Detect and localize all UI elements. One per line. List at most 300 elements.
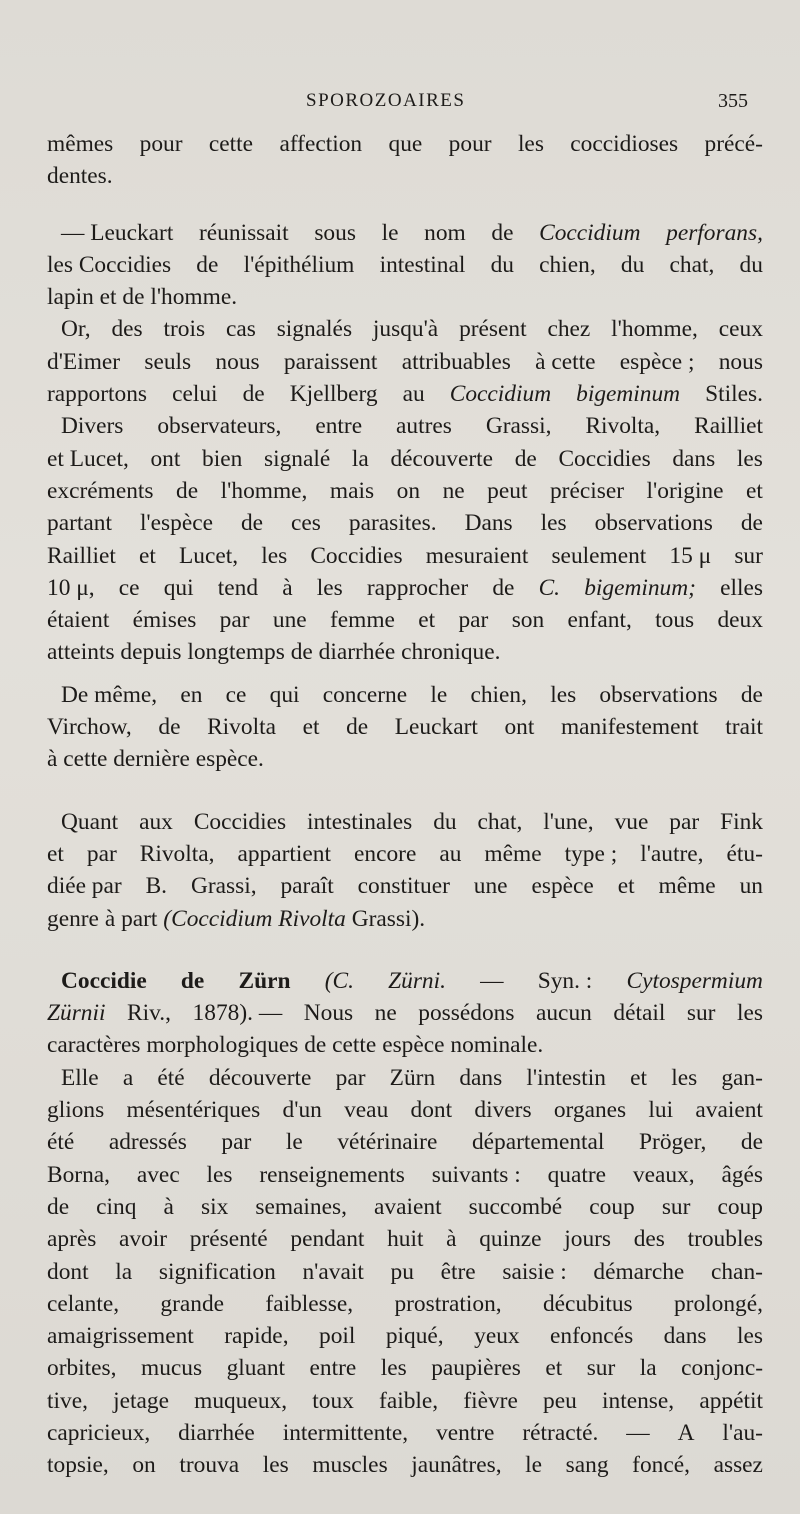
word: vue (614, 808, 649, 835)
word: gan- (721, 1064, 763, 1091)
text-line (47, 475, 763, 507)
text-line (47, 249, 763, 281)
word: suivants : (431, 1161, 521, 1188)
text-line (47, 1062, 763, 1094)
word: B. (145, 873, 168, 900)
word: signalés (276, 316, 353, 343)
text-line (47, 965, 763, 997)
word: prostration, (394, 1290, 502, 1317)
text-line (47, 1094, 763, 1126)
word: chat, (477, 808, 523, 835)
word: les (261, 542, 288, 569)
paragraph-gap (47, 776, 763, 806)
word: intestinales (307, 808, 413, 835)
word: le (381, 219, 399, 246)
word: Nous (303, 1000, 354, 1027)
word: chien, (539, 251, 596, 278)
word: manifestement (560, 714, 699, 741)
word: longtemps (187, 639, 285, 666)
word: Rivolta (278, 905, 346, 932)
word: lapin (47, 284, 94, 311)
word: à (282, 574, 293, 601)
text-line (47, 806, 763, 838)
paragraph (47, 965, 763, 1062)
word: de (346, 714, 369, 741)
word: nous (718, 348, 763, 375)
word: d'un (282, 1097, 322, 1124)
word: à cette (535, 348, 596, 375)
word: a (122, 1064, 134, 1091)
word: Grassi, (485, 413, 552, 440)
word: les (736, 1323, 763, 1350)
word: ceux (718, 316, 763, 343)
text-line (47, 1385, 763, 1417)
word: ne (374, 1000, 397, 1027)
word: décubitus (542, 1290, 633, 1317)
word: émises (132, 607, 197, 634)
word: Dans (464, 510, 513, 537)
word: gluant (226, 1355, 286, 1382)
word: du (433, 808, 457, 835)
word: amaigrissement (47, 1323, 194, 1350)
word: et (545, 1355, 563, 1382)
text-line (47, 711, 763, 743)
word: Coccidium (539, 219, 641, 246)
text-line (47, 540, 763, 572)
word: dans (672, 445, 716, 472)
word: Coccidies (310, 542, 403, 569)
word: Zürnii (47, 1000, 106, 1027)
word: signalé (263, 445, 331, 472)
word: — (626, 1419, 650, 1446)
word: aucun (535, 1000, 592, 1027)
paragraph-gap (47, 193, 763, 217)
word: dernière (113, 746, 190, 773)
word: perforans, (666, 219, 763, 246)
word: semaines, (255, 1193, 347, 1220)
word: le (285, 1129, 303, 1156)
word: après (47, 1226, 97, 1253)
text-line (47, 1288, 763, 1320)
word: Coccidium (449, 381, 552, 408)
word: préciser (549, 477, 625, 504)
word: Stiles. (705, 381, 763, 408)
word: que (388, 131, 423, 157)
word: n'avait (302, 1258, 364, 1285)
word: mais (329, 477, 375, 504)
word: prolongé, (673, 1290, 763, 1317)
word: par (458, 607, 489, 634)
word: constituer (357, 873, 450, 900)
word: diarrhée (178, 1419, 255, 1446)
word: départemental (471, 1129, 605, 1156)
word: autres (396, 413, 452, 440)
word: tend (217, 574, 259, 601)
text-line (47, 1126, 763, 1158)
word: le (525, 1452, 543, 1479)
word: et (99, 284, 117, 311)
word: Divers (61, 413, 124, 440)
word: Riv., (127, 1000, 172, 1027)
word: des (111, 316, 143, 343)
word: sur (686, 1000, 716, 1027)
word: d'Eimer (47, 348, 121, 375)
word: démarche (593, 1258, 685, 1285)
word: du (739, 251, 763, 278)
word: parasites. (348, 510, 437, 537)
word: chan- (710, 1258, 763, 1285)
word: le (430, 681, 448, 708)
word: appartient (237, 840, 332, 867)
text-line (47, 128, 763, 160)
word: pu (390, 1258, 414, 1285)
word: observateurs, (157, 413, 282, 440)
word: cette (332, 1032, 377, 1059)
word: C. (538, 574, 561, 601)
word: à (104, 905, 116, 932)
word: l'homme, (220, 477, 308, 504)
word: Lucet, (179, 542, 239, 569)
word: poil (319, 1323, 356, 1350)
text-line (47, 1449, 763, 1481)
word: Borna, (47, 1161, 111, 1188)
word: faiblesse, (265, 1290, 354, 1317)
word: 15 μ (669, 542, 712, 569)
word: atteints (47, 639, 115, 666)
word: ont (504, 714, 535, 741)
word: l'homme. (150, 284, 238, 311)
text-line (47, 1029, 763, 1061)
word: elles (720, 574, 763, 601)
word: rapportons (47, 381, 148, 408)
word: l'autre, (640, 840, 704, 867)
word: étaient (47, 607, 110, 634)
word: on (396, 477, 421, 504)
word: dans (663, 1323, 707, 1350)
word: jusqu'à (372, 316, 439, 343)
text-line (47, 313, 763, 345)
word: ce (118, 574, 140, 601)
word: la (351, 445, 369, 472)
paragraph (47, 410, 763, 668)
word: sur (586, 1355, 616, 1382)
word: celui (172, 381, 218, 408)
word: l'origine (646, 477, 724, 504)
word: de (491, 219, 514, 246)
text-line (47, 1191, 763, 1223)
text-line (47, 1256, 763, 1288)
word: attribuables (401, 348, 511, 375)
word: étu- (726, 840, 763, 867)
word: glions (47, 1097, 105, 1124)
word: de (304, 1032, 327, 1059)
word: espèce (531, 873, 594, 900)
word: précé- (704, 131, 763, 157)
word: huit (387, 1226, 424, 1253)
word: au (439, 840, 462, 867)
word: ne (442, 477, 465, 504)
word: été (157, 1064, 185, 1091)
word: adressés (108, 1129, 187, 1156)
word: veau (344, 1097, 389, 1124)
word: seuls (144, 348, 192, 375)
word: Railliet (694, 413, 763, 440)
word: deux (717, 607, 763, 634)
word: coup (717, 1193, 763, 1220)
text-line (47, 838, 763, 870)
word: avec (136, 1161, 180, 1188)
word: ce (225, 681, 247, 708)
word: paraissent (283, 348, 378, 375)
word: Coccidies (558, 445, 651, 472)
word: muqueux, (194, 1387, 288, 1414)
paragraph (47, 217, 763, 314)
word: Syn. : (537, 967, 593, 994)
word: l'épithélium (243, 251, 355, 278)
word: topsie, (47, 1452, 109, 1479)
word: 10 μ, (47, 574, 95, 601)
word: depuis (120, 639, 182, 666)
word: son (511, 607, 545, 634)
text-line (47, 604, 763, 636)
word: de (176, 477, 199, 504)
word: capricieux, (47, 1419, 151, 1446)
word: à (446, 1226, 457, 1253)
word: foncé, (632, 1452, 690, 1479)
text-line (47, 1352, 763, 1384)
text-line (47, 378, 763, 410)
page-number: 355 (718, 90, 748, 112)
word: Zürn (389, 1064, 436, 1091)
word: avaient (374, 1193, 442, 1220)
word: partant (47, 510, 112, 537)
word: dont (47, 1258, 89, 1285)
word: Rivolta, (139, 840, 215, 867)
word: été (47, 1129, 75, 1156)
word: conjonc- (681, 1355, 763, 1382)
word: intense, (602, 1387, 675, 1414)
word: coccidioses (570, 131, 679, 157)
word: assez (713, 1452, 763, 1479)
word: nom (424, 219, 466, 246)
text-line (47, 572, 763, 604)
word: présent (459, 316, 527, 343)
word: de (47, 1193, 70, 1220)
word: Leuckart (394, 714, 478, 741)
word: par (669, 808, 700, 835)
word: — (480, 967, 504, 994)
word: ventre (436, 1419, 495, 1446)
word: encore (354, 840, 417, 867)
word: et Lucet, (47, 445, 129, 472)
word: six (200, 1193, 229, 1220)
word: de (514, 445, 537, 472)
word: genre (47, 905, 99, 932)
word: trouva (179, 1452, 240, 1479)
word: Virchow, (47, 714, 132, 741)
word: Kjellberg (289, 381, 378, 408)
word: nous (215, 348, 260, 375)
word: des (633, 1226, 665, 1253)
word: de (740, 1129, 763, 1156)
word: l'homme, (611, 316, 698, 343)
word: espèce ; (619, 348, 695, 375)
word: une (272, 607, 307, 634)
word: une (473, 873, 508, 900)
word: l'espèce (139, 510, 213, 537)
word: être (440, 1258, 476, 1285)
word: Rivolta, (585, 413, 661, 440)
word: sang (565, 1452, 609, 1479)
word: qui (269, 681, 300, 708)
text-line (47, 507, 763, 539)
word: — Leuckart (61, 219, 174, 246)
word: de (158, 714, 181, 741)
word: les (206, 1161, 233, 1188)
word: vétérinaire (337, 1129, 438, 1156)
word: nominale. (450, 1032, 544, 1059)
word: les (671, 1064, 698, 1091)
word: la (115, 1258, 133, 1285)
word: bigeminum (576, 381, 681, 408)
word: chez (547, 316, 591, 343)
text-line (47, 636, 763, 668)
word: rétracté. (522, 1419, 599, 1446)
word: la (639, 1355, 657, 1382)
word: les (517, 131, 544, 157)
word: même (658, 873, 716, 900)
word: caractères (47, 1032, 141, 1059)
word: intermittente, (282, 1419, 409, 1446)
word: avoir (119, 1226, 168, 1253)
word: quatre (547, 1161, 607, 1188)
word: détail (613, 1000, 666, 1027)
text-line (47, 903, 763, 935)
word: par (221, 1129, 252, 1156)
word: même (484, 840, 542, 867)
text-line (47, 217, 763, 249)
word: l'une, (543, 808, 594, 835)
page-header (0, 90, 800, 120)
word: les Coccidies (47, 251, 172, 278)
word: Or, (61, 316, 91, 343)
word: rapide, (224, 1323, 289, 1350)
word: concerne (322, 681, 408, 708)
word: coup (589, 1193, 635, 1220)
word: intestinal (379, 251, 466, 278)
text-line (47, 443, 763, 475)
word: qui (163, 574, 194, 601)
word: découverte (208, 1064, 312, 1091)
word: succombé (468, 1193, 563, 1220)
word: diée par (47, 873, 122, 900)
word: faible, (379, 1387, 439, 1414)
word: chien, (470, 681, 527, 708)
word: par (219, 607, 250, 634)
word: trait (725, 714, 763, 741)
word: jetage (113, 1387, 169, 1414)
word: piqué, (385, 1323, 444, 1350)
word: Cytospermium (626, 967, 763, 994)
word: enfoncés (550, 1323, 634, 1350)
text-line (47, 1417, 763, 1449)
paragraph-gap (47, 935, 763, 965)
word: sur (661, 1193, 691, 1220)
word: et (47, 840, 64, 867)
word: orbites, (47, 1355, 117, 1382)
word: les (316, 574, 343, 601)
word: de (122, 284, 145, 311)
text-line (47, 1159, 763, 1191)
text-line (47, 870, 763, 902)
word: enfant, (567, 607, 632, 634)
word: espèce (382, 1032, 445, 1059)
word: cinq (96, 1193, 137, 1220)
word: De même, (61, 681, 158, 708)
paragraph (47, 1062, 763, 1482)
word: les (550, 681, 577, 708)
word: Rivolta (207, 714, 276, 741)
word: saisie : (502, 1258, 567, 1285)
word: tive, (47, 1387, 88, 1414)
word: affection (279, 131, 363, 157)
word: un (739, 873, 763, 900)
word: signification (158, 1258, 276, 1285)
word: et (746, 477, 763, 504)
word: pour (448, 131, 492, 157)
word: trois (163, 316, 206, 343)
body-text (47, 128, 763, 1482)
word: paraît (280, 873, 334, 900)
word: Zürn (238, 967, 291, 994)
word: observations (594, 510, 713, 537)
word: dentes. (47, 163, 113, 190)
word: muscles (312, 1452, 388, 1479)
word: du (620, 251, 645, 278)
word: toux (312, 1387, 354, 1414)
word: divers (474, 1097, 532, 1124)
text-line (47, 1320, 763, 1352)
word: part (121, 905, 158, 932)
word: A (677, 1419, 695, 1446)
word: entre (309, 1355, 357, 1382)
word: sur (734, 542, 763, 569)
word: de (492, 574, 515, 601)
word: Railliet (47, 542, 116, 569)
word: à (163, 1193, 174, 1220)
word: morphologiques (146, 1032, 299, 1059)
word: Elle (61, 1064, 99, 1091)
word: au (402, 381, 425, 408)
word: seulement (551, 542, 647, 569)
paragraph (47, 806, 763, 935)
word: de (196, 251, 219, 278)
word: celante, (47, 1290, 120, 1317)
word: diarrhée (318, 639, 396, 666)
word: et (138, 542, 156, 569)
word: appétit (699, 1387, 763, 1414)
word: mésentériques (126, 1097, 261, 1124)
word: de (240, 510, 264, 537)
word: organes (553, 1097, 627, 1124)
word: de (180, 967, 205, 994)
word: les (380, 1355, 407, 1382)
word: les (736, 445, 763, 472)
word: et (418, 607, 436, 634)
word: lui (648, 1097, 674, 1124)
text-line (47, 997, 763, 1029)
word: bigeminum; (584, 574, 696, 601)
